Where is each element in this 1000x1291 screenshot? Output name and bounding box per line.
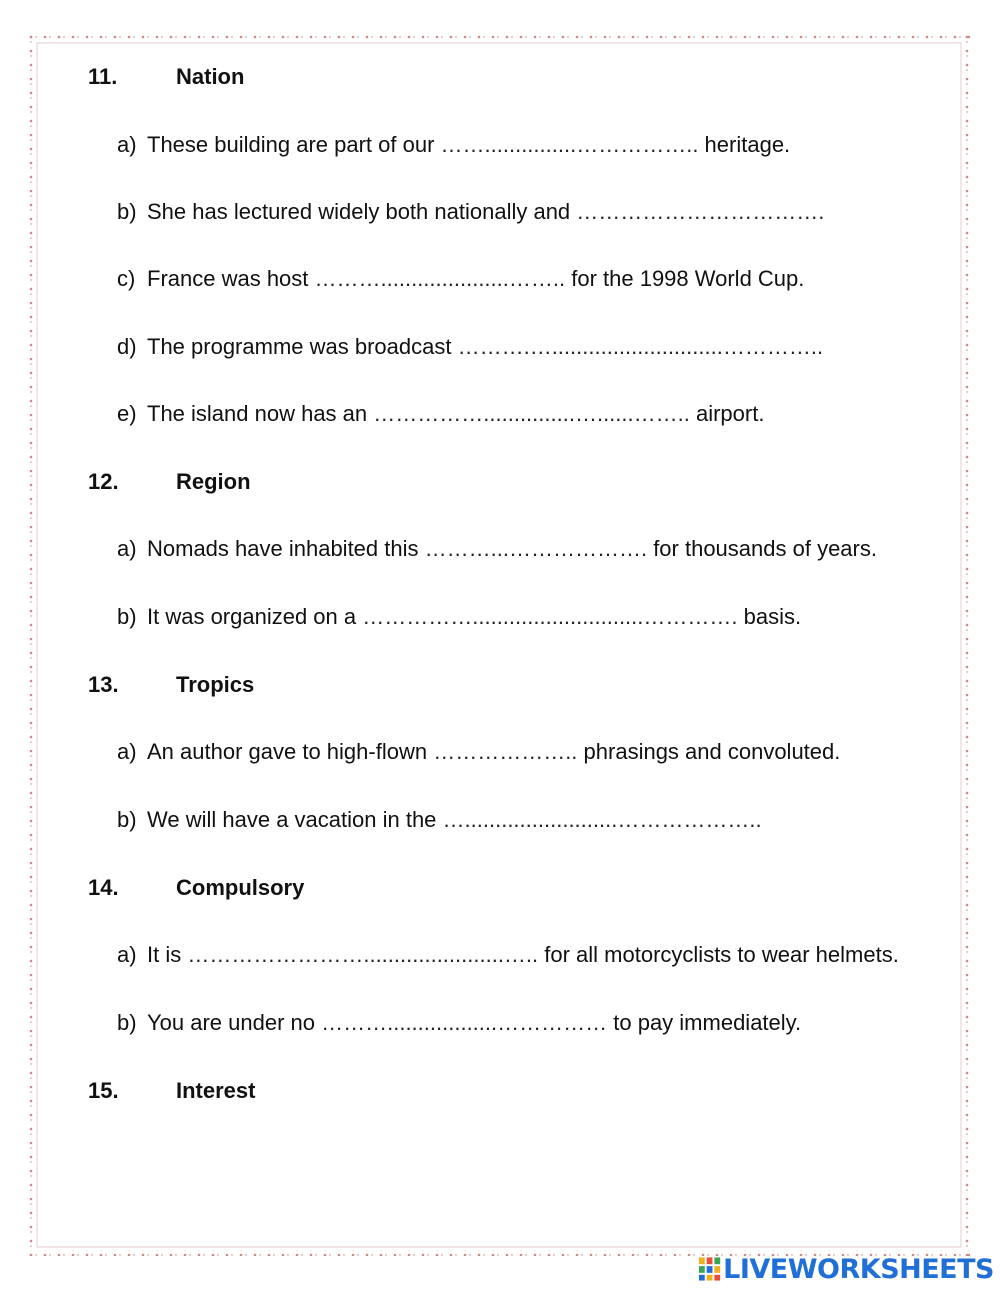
liveworksheets-brand[interactable] [698,1252,994,1286]
question-word: Nation [176,64,245,89]
item-letter: a) [117,739,137,764]
sentence-after: phrasings and convoluted. [577,739,841,764]
sentence-before: The programme was broadcast [147,334,458,359]
item-letter: b) [117,199,137,224]
brand-name: LIVEWORKSHEETS [723,1253,994,1285]
question-word: Tropics [176,672,255,697]
sentence-before: Nomads have inhabited this [147,536,425,561]
item-letter: e) [117,401,137,426]
answer-blank[interactable]: ……….…............................………….. [457,334,824,359]
item-letter: a) [117,536,137,561]
question-word: Compulsory [176,875,305,900]
answer-blank[interactable]: ………..................…………… [321,1010,608,1035]
sentence-before: France was host [147,266,315,291]
sentence-14a [117,940,899,970]
sentence-12b [117,602,801,632]
question-number: 15. [88,1078,119,1103]
item-letter: a) [117,942,137,967]
question-heading-13 [88,670,254,700]
answer-blank[interactable]: ……………….. [433,739,578,764]
sentence-11b [117,197,824,227]
answer-blank[interactable]: ……………………………. [576,199,825,224]
answer-blank[interactable]: ……...............…………….. [440,132,699,157]
sentence-before: An author gave to high-flown [147,739,434,764]
answer-blank[interactable]: ………...………………. [424,536,648,561]
sentence-after: for thousands of years. [647,536,877,561]
question-number: 14. [88,875,119,900]
sentence-after: to pay immediately. [607,1010,802,1035]
sentence-before: You are under no [147,1010,322,1035]
sentence-11c [117,264,804,294]
sentence-after: for all motorcyclists to wear helmets. [538,942,899,967]
sentence-before: She has lectured widely both nationally and [147,199,577,224]
liveworksheets-logo-icon [698,1256,721,1282]
sentence-before: It was organized on a [147,604,363,629]
sentence-after: heritage. [698,132,791,157]
sentence-12a [117,534,877,564]
item-letter: d) [117,334,137,359]
item-letter: a) [117,132,137,157]
sentence-before: It is [147,942,188,967]
answer-blank[interactable]: ……………...............…......…….. [373,401,690,426]
question-word: Interest [176,1078,256,1103]
sentence-after: basis. [737,604,802,629]
question-number: 13. [88,672,119,697]
sentence-11d [117,332,823,362]
item-letter: b) [117,807,137,832]
answer-blank[interactable]: ……………............................…………. [362,604,738,629]
question-word: Region [176,469,251,494]
question-number: 12. [88,469,119,494]
answer-blank[interactable]: ……….....................…….. [314,266,566,291]
question-heading-14 [88,873,304,903]
item-letter: b) [117,604,137,629]
sentence-11e [117,399,764,429]
sentence-before: We will have a vacation in the [147,807,443,832]
item-letter: c) [117,266,136,291]
sentence-13a [117,737,840,767]
sentence-11a [117,130,790,160]
sentence-14b [117,1008,801,1038]
question-heading-15 [88,1076,255,1106]
question-heading-12 [88,467,251,497]
item-letter: b) [117,1010,137,1035]
answer-blank[interactable]: …………………….......................….. [187,942,539,967]
answer-blank[interactable]: ….........................……………….. [442,807,762,832]
sentence-after: airport. [689,401,765,426]
sentence-before: These building are part of our [147,132,441,157]
sentence-after: for the 1998 World Cup. [565,266,805,291]
question-number: 11. [88,64,118,89]
sentence-13b [117,805,762,835]
question-heading-11 [88,62,244,92]
sentence-before: The island now has an [147,401,374,426]
